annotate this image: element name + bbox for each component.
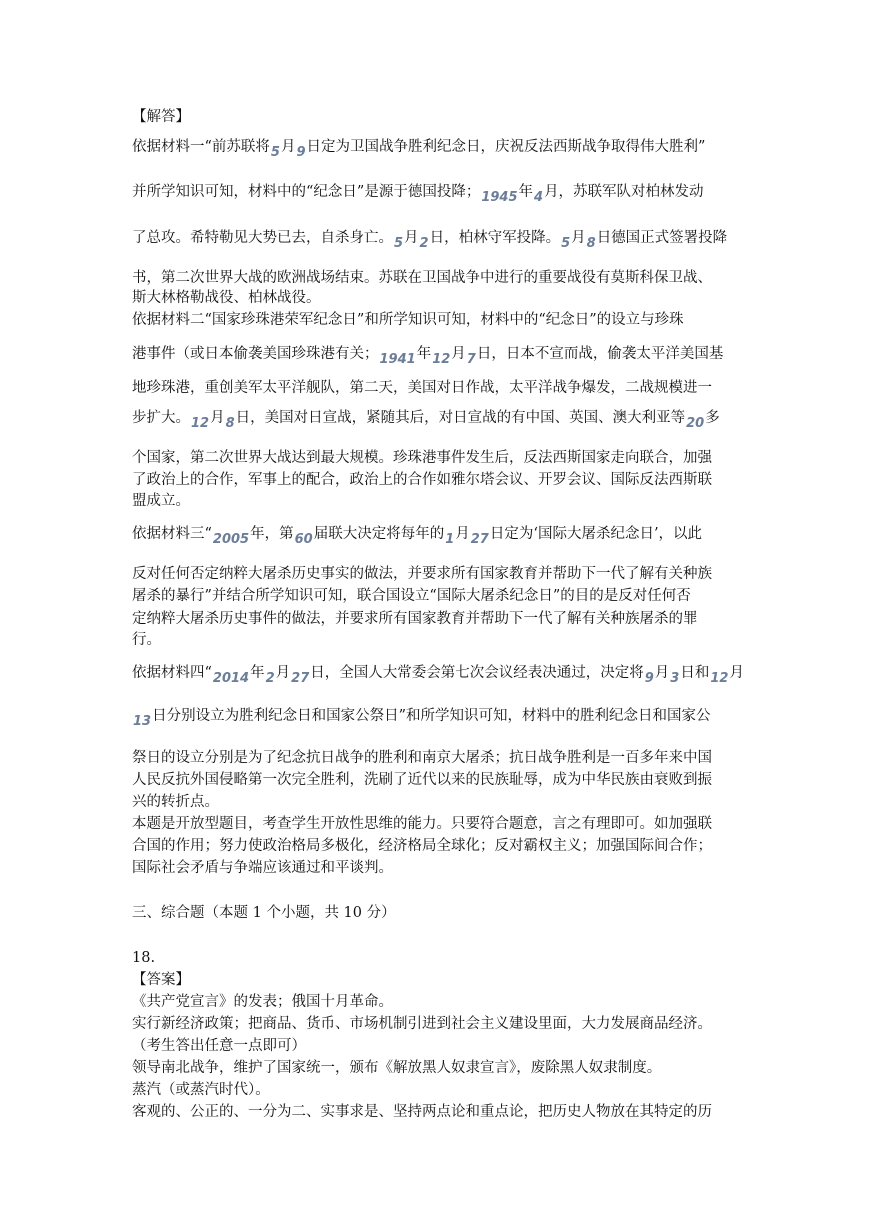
material-2-line-4: 步扩大。12月8日，美国对日宣战，紧随其后，对日宣战的有中国、英国、澳大利亚等20多 xyxy=(132,410,720,431)
material-1-line-3: 了总攻。希特勒见大势已去，自杀身亡。5月2日，柏林守军投降。5月8日德国正式签署投降 xyxy=(132,230,728,251)
answer-line-5: 蒸汽（或蒸汽时代）。 xyxy=(132,1082,270,1098)
material-2-line-2: 港事件（或日本偷袭美国珍珠港有关；1941年12月7日，日本不宣而战，偷袭太平洋美国基 xyxy=(132,346,724,367)
open-question-line-2: 合国的作用；努力使政治格局多极化，经济格局全球化；反对霸权主义；加强国际间合作； xyxy=(132,838,712,854)
section-heading: 三、综合题（本题 1 个小题，共 10 分） xyxy=(132,905,396,921)
answer-heading: 【解答】 xyxy=(132,109,190,125)
material-2-line-3: 地珍珠港，重创美军太平洋舰队，第二天，美国对日作战，太平洋战争爆发，二战规模进一 xyxy=(132,380,712,396)
material-1-line-5: 斯大林格勒战役、柏林战役。 xyxy=(132,290,321,306)
material-4-line-2: 13日分别设立为胜利纪念日和国家公祭日”和所学知识可知，材料中的胜利纪念日和国家公 xyxy=(133,708,711,729)
question-number: 18. xyxy=(132,950,156,966)
answer-line-4: 领导南北战争，维护了国家统一，颁布《解放黑人奴隶宣言》，废除黑人奴隶制度。 xyxy=(132,1060,662,1076)
answer-line-2: 实行新经济政策；把商品、货币、市场机制引进到社会主义建设里面，大力发展商品经济。 xyxy=(132,1016,712,1032)
material-1-line-2: 并所学知识可知，材料中的“纪念日”是源于德国投降；1945年4月，苏联军队对柏林发动 xyxy=(132,184,704,205)
material-2-line-7: 盟成立。 xyxy=(132,493,190,509)
answer-line-3: （考生答出任意一点即可） xyxy=(132,1038,306,1054)
material-3-line-4: 定纳粹大屠杀历史事件的做法，并要求所有国家教育并帮助下一代了解有关种族屠杀的罪 xyxy=(132,611,698,627)
material-4-line-1: 依据材料四“2014年2月27日，全国人大常委会第七次会议经表决通过，决定将9月3日和12月 xyxy=(132,665,744,686)
material-2-line-5: 个国家，第二次世界大战达到最大规模。珍珠港事件发生后，反法西斯国家走向联合，加强 xyxy=(132,450,712,466)
material-2-line-6: 了政治上的合作，军事上的配合，政治上的合作如雅尔塔会议、开罗会议、国际反法西斯联 xyxy=(132,472,712,488)
open-question-line-1: 本题是开放型题目，考查学生开放性思维的能力。只要符合题意，言之有理即可。如加强联 xyxy=(132,816,712,832)
material-3-line-2: 反对任何否定纳粹大屠杀历史事实的做法，并要求所有国家教育并帮助下一代了解有关种族 xyxy=(132,566,712,582)
material-4-line-5: 兴的转折点。 xyxy=(132,794,219,810)
answer-line-1: 《共产党宣言》的发表；俄国十月革命。 xyxy=(132,994,393,1010)
answer-line-6: 客观的、公正的、一分为二、实事求是、坚持两点论和重点论，把历史人物放在其特定的历 xyxy=(132,1104,712,1120)
material-1-line-4: 书，第二次世界大战的欧洲战场结束。苏联在卫国战争中进行的重要战役有莫斯科保卫战、 xyxy=(132,270,712,286)
material-3-line-3: 屠杀的暴行”并结合所学知识可知，联合国设立“国际大屠杀纪念日”的目的是反对任何否 xyxy=(132,588,691,604)
material-2-line-1: 依据材料二“国家珍珠港荣军纪念日”和所学知识可知，材料中的“纪念日”的设立与珍珠 xyxy=(132,312,684,328)
material-1-line-1: 依据材料一“前苏联将5月9日定为卫国战争胜利纪念日，庆祝反法西斯战争取得伟大胜利” xyxy=(132,139,706,160)
material-3-line-1: 依据材料三“2005年，第60届联大决定将每年的1月27日定为‘国际大屠杀纪念日’，以此 xyxy=(132,526,703,547)
open-question-line-3: 国际社会矛盾与争端应该通过和平谈判。 xyxy=(132,860,393,876)
material-4-line-3: 祭日的设立分别是为了纪念抗日战争的胜利和南京大屠杀；抗日战争胜利是一百多年来中国 xyxy=(132,750,712,766)
answer-label: 【答案】 xyxy=(132,972,190,988)
material-4-line-4: 人民反抗外国侵略第一次完全胜利，洗刷了近代以来的民族耻辱，成为中华民族由衰败到振 xyxy=(132,772,712,788)
material-3-line-5: 行。 xyxy=(132,632,161,648)
